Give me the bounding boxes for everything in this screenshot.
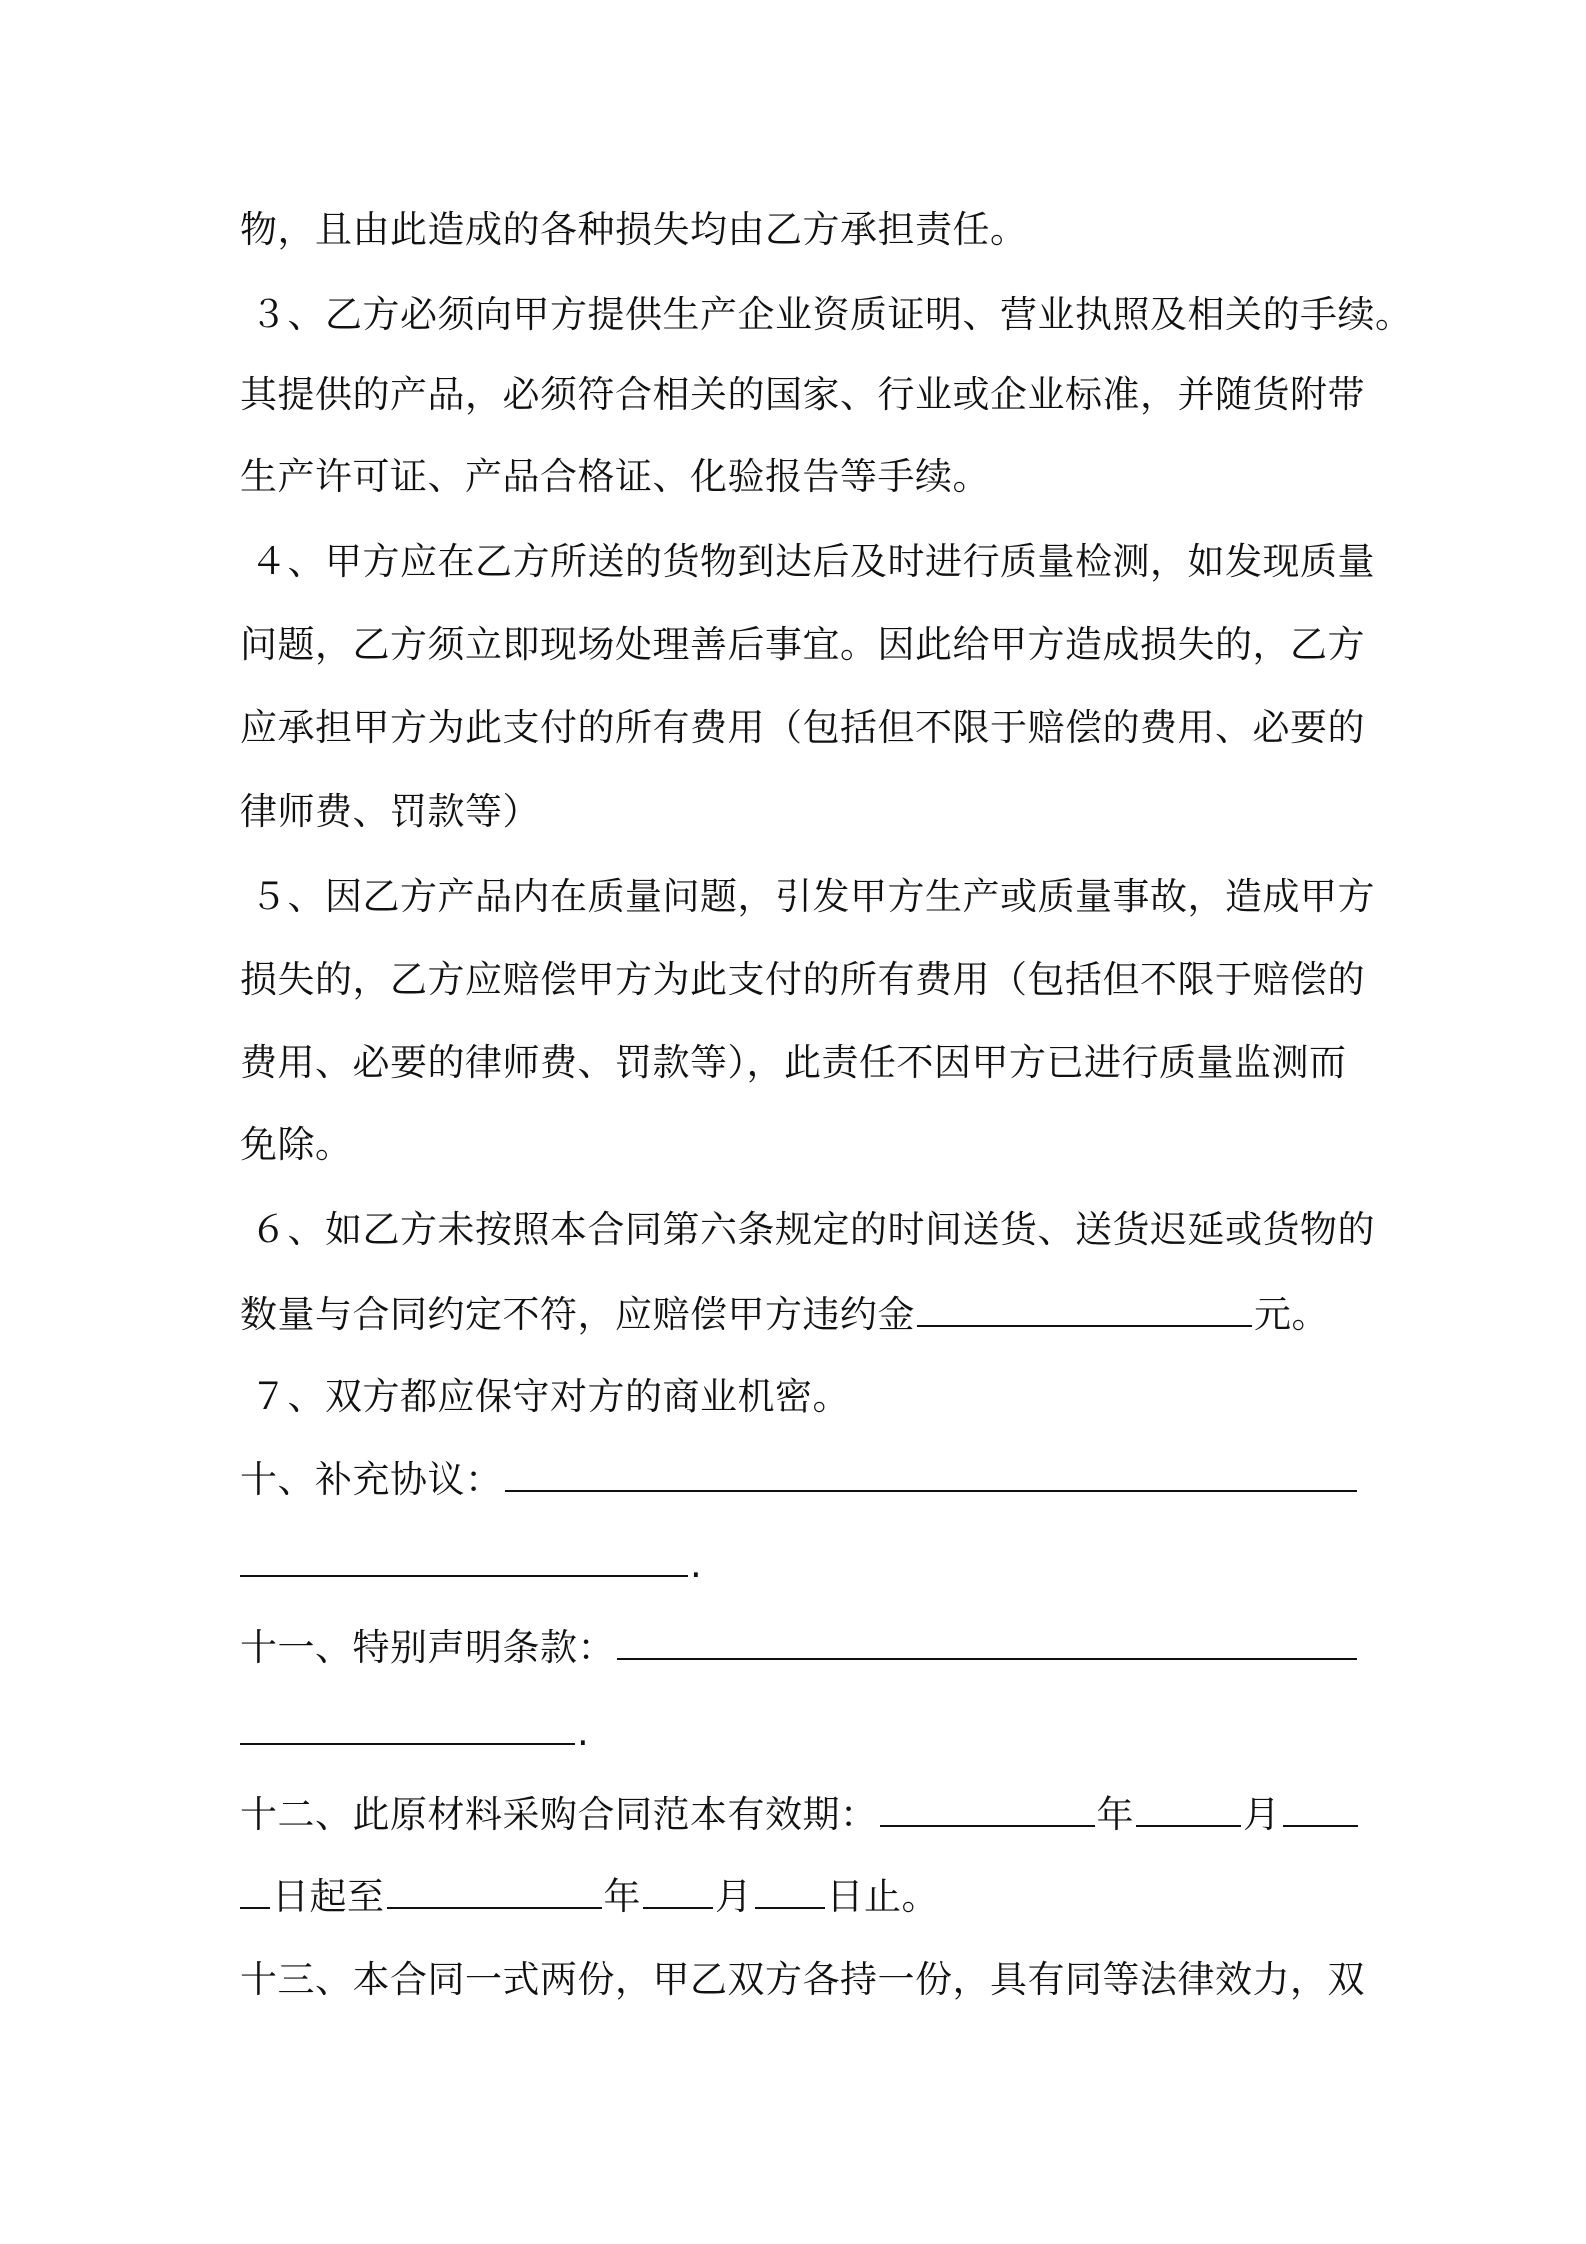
- validity-start-year-blank[interactable]: [880, 1791, 1095, 1827]
- clause-7-line: ７、双方都应保守对方的商业机密。: [250, 1375, 850, 1418]
- clause-13-line: 十三、本合同一式两份，甲乙双方各持一份，具有同等法律效力，双: [240, 1958, 1365, 2001]
- special-label: 十一、特别声明条款：: [240, 1626, 615, 1669]
- validity-continuation: [240, 1872, 1360, 1922]
- supplement-continuation: [240, 1540, 1360, 1590]
- validity-line: [240, 1790, 1360, 1840]
- special-end: .: [577, 1711, 590, 1754]
- validity-month-label: 月: [1243, 1793, 1281, 1836]
- paragraph-line: 应承担甲方为此支付的所有费用（包括但不限于赔偿的费用、必要的: [240, 706, 1365, 749]
- validity-year-label: 年: [1096, 1793, 1134, 1836]
- special-blank[interactable]: [617, 1624, 1357, 1660]
- paragraph-line: 问题，乙方须立即现场处理善后事宜。因此给甲方造成损失的，乙方: [240, 623, 1365, 666]
- paragraph-line: 损失的，乙方应赔偿甲方为此支付的所有费用（包括但不限于赔偿的: [240, 958, 1365, 1001]
- validity-end-year-label: 年: [603, 1875, 641, 1918]
- supplement-blank-2[interactable]: [240, 1541, 688, 1577]
- validity-start-day-blank[interactable]: [1283, 1791, 1358, 1827]
- validity-start-day-blank-2[interactable]: [240, 1873, 270, 1909]
- paragraph-line: 免除。: [240, 1123, 353, 1166]
- supplement-blank[interactable]: [505, 1456, 1357, 1492]
- supplement-label: 十、补充协议：: [240, 1458, 503, 1501]
- paragraph-line: 生产许可证、产品合格证、化验报告等手续。: [240, 455, 990, 498]
- clause-3-line: ３、乙方必须向甲方提供生产企业资质证明、营业执照及相关的手续。: [250, 293, 1413, 336]
- paragraph-line: 费用、必要的律师费、罚款等），此责任不因甲方已进行质量监测而: [240, 1041, 1347, 1084]
- validity-end-month-blank[interactable]: [643, 1873, 713, 1909]
- clause-6-line: ６、如乙方未按照本合同第六条规定的时间送货、送货迟延或货物的: [250, 1208, 1375, 1251]
- validity-end-month-label: 月: [715, 1875, 753, 1918]
- special-blank-2[interactable]: [240, 1709, 575, 1745]
- penalty-unit: 元。: [1254, 1293, 1329, 1336]
- paragraph-line: 其提供的产品，必须符合相关的国家、行业或企业标准，并随货附带: [240, 373, 1365, 416]
- validity-day-to: 日止。: [826, 1875, 939, 1918]
- validity-label: 十二、此原材料采购合同范本有效期：: [240, 1793, 878, 1836]
- penalty-line: [240, 1290, 1360, 1340]
- validity-end-day-blank[interactable]: [755, 1873, 825, 1909]
- validity-start-month-blank[interactable]: [1136, 1791, 1241, 1827]
- validity-day-from: 日起至: [272, 1875, 385, 1918]
- special-line: [240, 1623, 1360, 1673]
- supplement-line: [240, 1455, 1360, 1505]
- paragraph-line: 律师费、罚款等）: [240, 790, 540, 833]
- supplement-end: .: [690, 1543, 703, 1586]
- penalty-text: 数量与合同约定不符，应赔偿甲方违约金: [240, 1293, 915, 1336]
- clause-5-line: ５、因乙方产品内在质量问题，引发甲方生产或质量事故，造成甲方: [250, 875, 1375, 918]
- special-continuation: [240, 1708, 1360, 1758]
- validity-end-year-blank[interactable]: [387, 1873, 602, 1909]
- penalty-amount-blank[interactable]: [917, 1291, 1252, 1327]
- clause-4-line: ４、甲方应在乙方所送的货物到达后及时进行质量检测，如发现质量: [250, 540, 1375, 583]
- paragraph-line: 物，且由此造成的各种损失均由乙方承担责任。: [240, 208, 1028, 251]
